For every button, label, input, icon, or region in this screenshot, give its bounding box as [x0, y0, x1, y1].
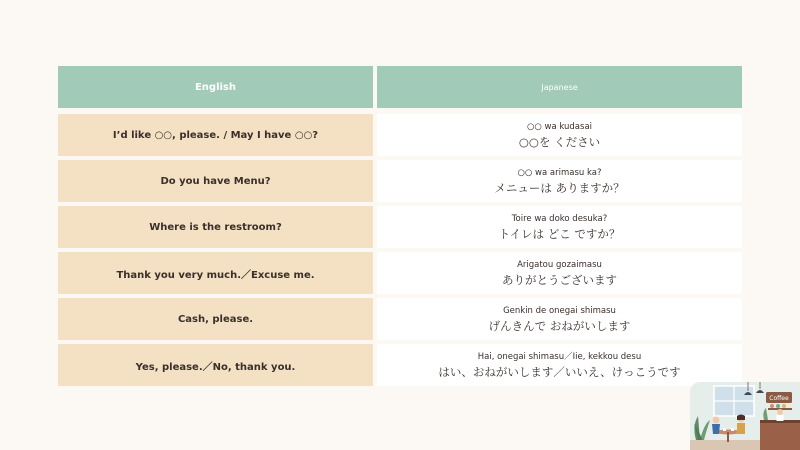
- kana-text: ○○を ください: [518, 134, 601, 149]
- english-phrase: Yes, please.／No, thank you.: [58, 344, 373, 386]
- table-row: [58, 160, 742, 202]
- japanese-phrase: [377, 206, 742, 248]
- kana-text: げんきんで おねがいします: [488, 318, 631, 333]
- english-phrase: Thank you very much.／Excuse me.: [58, 252, 373, 294]
- kana-text: ありがとうございます: [502, 272, 617, 287]
- english-phrase: Cash, please.: [58, 298, 373, 340]
- romaji-text: ○○ wa kudasai: [526, 121, 593, 132]
- japanese-phrase: [377, 252, 742, 294]
- cafe-scene-illustration: [690, 382, 800, 450]
- kana-text: はい、おねがいします／いいえ、けっこうです: [438, 364, 681, 379]
- japanese-phrase: [377, 160, 742, 202]
- header-japanese: Japanese: [377, 66, 742, 108]
- phrase-table: [58, 66, 742, 390]
- english-phrase: I’d like ○○, please. / May I have ○○?: [58, 114, 373, 156]
- table-row: [58, 206, 742, 248]
- cafe-scene-icon: [690, 382, 800, 450]
- japanese-phrase: [377, 298, 742, 340]
- table-row: [58, 344, 742, 386]
- table-row: [58, 252, 742, 294]
- japanese-phrase: [377, 344, 742, 386]
- table-row: [58, 298, 742, 340]
- romaji-text: Genkin de onegai shimasu: [503, 305, 616, 316]
- kana-text: トイレは どこ ですか？: [498, 226, 621, 241]
- romaji-text: Hai, onegai shimasu／Iie, kekkou desu: [477, 351, 642, 362]
- table-header-row: [58, 66, 742, 108]
- table-row: [58, 114, 742, 156]
- romaji-text: Toire wa doko desuka?: [511, 213, 608, 224]
- japanese-phrase: [377, 114, 742, 156]
- romaji-text: Arigatou gozaimasu: [517, 259, 602, 270]
- romaji-text: ○○ wa arimasu ka?: [517, 167, 602, 178]
- coffee-sign-text: Coffee: [769, 395, 789, 402]
- kana-text: メニューは ありますか？: [494, 180, 625, 195]
- header-english: English: [58, 66, 373, 108]
- english-phrase: Do you have Menu?: [58, 160, 373, 202]
- english-phrase: Where is the restroom?: [58, 206, 373, 248]
